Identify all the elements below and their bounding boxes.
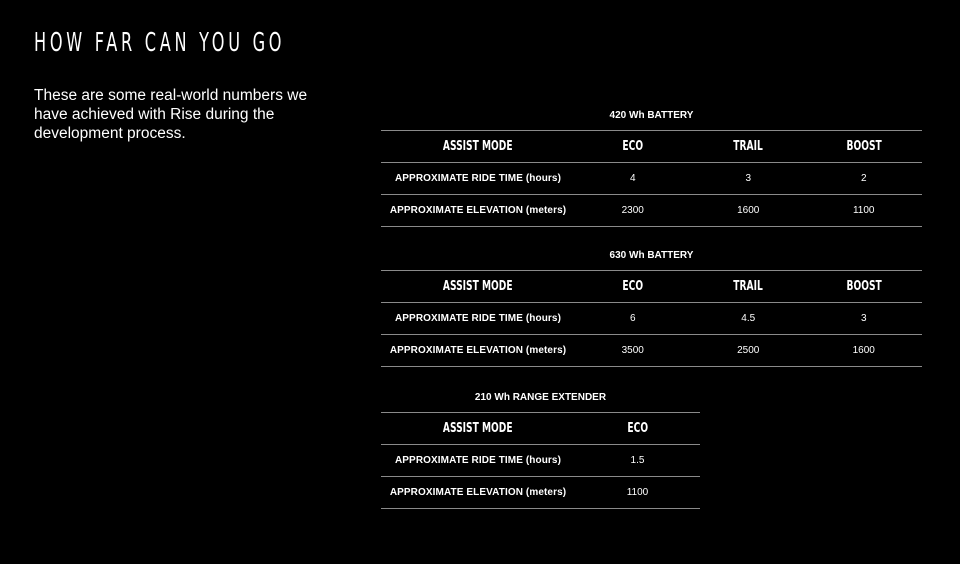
table-cell: 1.5 — [630, 455, 645, 466]
table-header-row — [381, 131, 922, 163]
table-heading: 630 Wh BATTERY — [381, 248, 922, 271]
column-header: ASSIST MODE — [443, 421, 513, 436]
table-cell: 1600 — [852, 345, 875, 356]
column-header: ECO — [627, 421, 648, 436]
table-row — [381, 195, 922, 227]
table-cell: 4 — [629, 173, 636, 184]
row-label: APPROXIMATE RIDE TIME (hours) — [394, 455, 562, 466]
column-header: TRAIL — [733, 279, 763, 294]
table-heading: 210 Wh RANGE EXTENDER — [381, 390, 700, 413]
table-row — [381, 335, 922, 367]
column-header: ECO — [622, 139, 644, 154]
table-cell: 3 — [745, 173, 752, 184]
table-cell: 1100 — [626, 487, 649, 498]
row-label: APPROXIMATE ELEVATION (meters) — [389, 205, 567, 216]
table-cell: 6 — [629, 313, 636, 324]
row-label: APPROXIMATE ELEVATION (meters) — [389, 345, 567, 356]
table-header-row — [381, 413, 700, 445]
column-header: ECO — [622, 279, 644, 294]
row-label: APPROXIMATE ELEVATION (meters) — [389, 487, 567, 498]
table-cell: 1100 — [852, 205, 875, 216]
column-header: ASSIST MODE — [443, 279, 513, 294]
battery-420-table — [381, 108, 922, 227]
table-row — [381, 303, 922, 335]
row-label: APPROXIMATE RIDE TIME (hours) — [394, 173, 562, 184]
table-row — [381, 477, 700, 509]
page-title: HOW FAR CAN YOU GO — [34, 28, 286, 58]
table-cell: 2300 — [621, 205, 644, 216]
battery-630-table — [381, 248, 922, 367]
column-header: BOOST — [846, 279, 882, 294]
column-header: BOOST — [846, 139, 882, 154]
column-header: TRAIL — [733, 139, 763, 154]
row-label: APPROXIMATE RIDE TIME (hours) — [394, 313, 562, 324]
table-cell: 3500 — [621, 345, 644, 356]
table-row — [381, 445, 700, 477]
intro-text: These are some real-world numbers we have achieved with Rise during the development process. — [34, 87, 308, 142]
table-cell: 2 — [860, 173, 867, 184]
table-cell: 2500 — [737, 345, 760, 356]
table-cell: 4.5 — [741, 313, 756, 324]
table-header-row — [381, 271, 922, 303]
table-heading: 420 Wh BATTERY — [381, 108, 922, 131]
column-header: ASSIST MODE — [443, 139, 513, 154]
table-row — [381, 163, 922, 195]
table-cell: 3 — [860, 313, 867, 324]
range-extender-210-table — [381, 390, 700, 509]
table-cell: 1600 — [737, 205, 760, 216]
